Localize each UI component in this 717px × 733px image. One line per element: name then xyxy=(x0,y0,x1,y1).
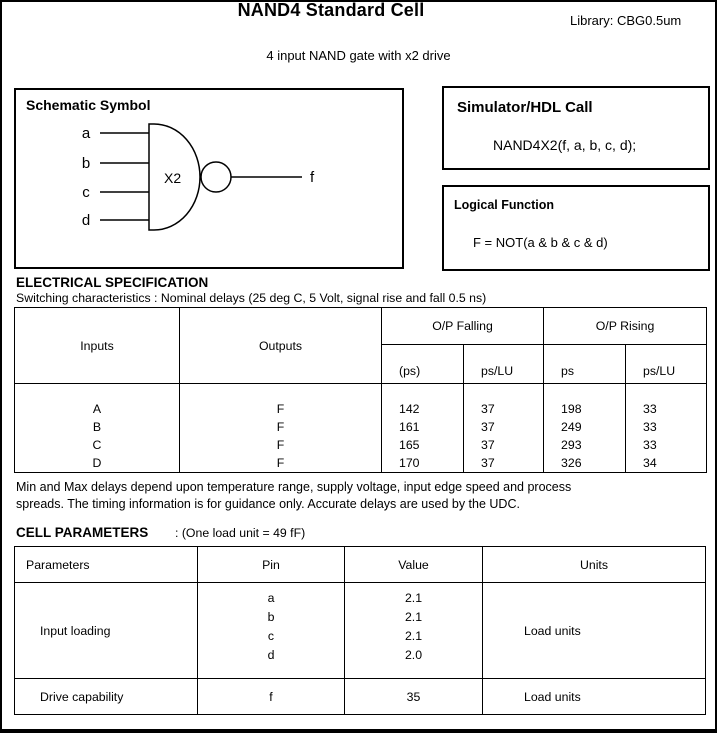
fall-ps-c: 165 xyxy=(399,438,420,452)
col-header-outputs: Outputs xyxy=(180,308,382,384)
col-header-op-rising: O/P Rising xyxy=(544,308,707,345)
fall-pslu-d: 37 xyxy=(481,456,495,470)
input-c: C xyxy=(92,438,102,452)
hdl-call-text: NAND4X2(f, a, b, c, d); xyxy=(493,137,637,153)
rise-ps-a: 198 xyxy=(561,402,582,416)
drive-capability-row xyxy=(15,679,706,715)
output-label-f: f xyxy=(310,169,315,186)
input-loading-values xyxy=(345,583,483,679)
pin-d: d xyxy=(267,648,275,662)
fall-pslu-a: 37 xyxy=(481,402,495,416)
fall-ps-d: 170 xyxy=(399,456,420,470)
library-label: Library: CBG0.5um xyxy=(570,13,682,28)
output-row-d: F xyxy=(276,456,285,470)
col-header-units: Units xyxy=(483,547,706,583)
input-label-d: d xyxy=(81,212,91,229)
switching-characteristics-table xyxy=(14,307,707,473)
rise-ps-b: 249 xyxy=(561,420,582,434)
col-header-pin: Pin xyxy=(198,547,345,583)
pin-c: c xyxy=(267,629,275,643)
gate-drive-label: X2 xyxy=(164,170,182,186)
fall-ps-b: 161 xyxy=(399,420,420,434)
delay-note-line-1: Min and Max delays depend upon temperature range, supply voltage, input edge speed and process xyxy=(16,480,572,494)
hdl-call-title: Simulator/HDL Call xyxy=(457,99,593,116)
value-d: 2.0 xyxy=(404,648,423,662)
cell-parameters-heading: CELL PARAMETERS xyxy=(16,525,149,540)
cp-header-row xyxy=(15,547,706,583)
rise-ps-d: 326 xyxy=(561,456,582,470)
cell-rising-pslu xyxy=(626,384,707,473)
logical-function-box xyxy=(442,185,710,271)
rise-pslu-d: 34 xyxy=(643,456,657,470)
input-a: A xyxy=(92,402,102,416)
output-row-c: F xyxy=(276,438,285,452)
inversion-bubble-icon xyxy=(201,162,231,192)
cell-falling-pslu xyxy=(464,384,544,473)
col-header-parameters: Parameters xyxy=(15,547,198,583)
output-row-a: F xyxy=(276,402,285,416)
page-subtitle: 4 input NAND gate with x2 drive xyxy=(266,48,451,63)
rise-pslu-c: 33 xyxy=(643,438,657,452)
col-header-inputs: Inputs xyxy=(15,308,180,384)
drive-capability-pin: f xyxy=(198,679,345,715)
drive-capability-label: Drive capability xyxy=(15,679,198,715)
value-c: 2.1 xyxy=(404,629,423,643)
input-label-b: b xyxy=(81,155,91,172)
pin-b: b xyxy=(267,610,275,624)
rise-ps-c: 293 xyxy=(561,438,582,452)
input-label-a: a xyxy=(81,125,91,142)
input-loading-row xyxy=(15,583,706,679)
input-loading-label: Input loading xyxy=(15,583,198,679)
cell-rising-ps xyxy=(544,384,626,473)
subheader-falling-ps: (ps) xyxy=(382,345,464,384)
logical-function-title: Logical Function xyxy=(454,198,554,212)
cell-outputs xyxy=(180,384,382,473)
schematic-title: Schematic Symbol xyxy=(26,97,151,113)
hdl-call-box xyxy=(442,86,710,170)
value-b: 2.1 xyxy=(404,610,423,624)
subheader-rising-ps: ps xyxy=(544,345,626,384)
page-title: NAND4 Standard Cell xyxy=(237,0,425,20)
rise-pslu-a: 33 xyxy=(643,402,657,416)
schematic-box xyxy=(14,88,404,269)
subheader-rising-pslu: ps/LU xyxy=(626,345,707,384)
drive-capability-units: Load units xyxy=(483,679,706,715)
drive-capability-value: 35 xyxy=(345,679,483,715)
delay-note-line-2: spreads. The timing information is for guidance only. Accurate delays are used by the UDC. xyxy=(16,497,520,511)
logical-function-text: F = NOT(a & b & c & d) xyxy=(473,235,608,250)
input-loading-pins xyxy=(198,583,345,679)
output-row-b: F xyxy=(276,420,285,434)
cell-parameters-note: : (One load unit = 49 fF) xyxy=(175,526,306,540)
rise-pslu-b: 33 xyxy=(643,420,657,434)
cell-parameters-table xyxy=(14,546,706,715)
input-d: D xyxy=(92,456,102,470)
col-header-value: Value xyxy=(345,547,483,583)
electrical-spec-heading: ELECTRICAL SPECIFICATION xyxy=(16,275,209,290)
input-b: B xyxy=(92,420,102,434)
elec-header-row-1 xyxy=(15,308,707,345)
input-loading-units: Load units xyxy=(483,583,706,679)
cell-inputs xyxy=(15,384,180,473)
fall-pslu-c: 37 xyxy=(481,438,495,452)
input-label-c: c xyxy=(82,184,90,201)
cell-falling-ps xyxy=(382,384,464,473)
pin-a: a xyxy=(267,591,275,605)
electrical-spec-subheading: Switching characteristics : Nominal delays (25 deg C, 5 Volt, signal rise and fall 0.5 ns) xyxy=(16,291,487,305)
subheader-falling-pslu: ps/LU xyxy=(464,345,544,384)
col-header-op-falling: O/P Falling xyxy=(382,308,544,345)
elec-data-row xyxy=(15,384,707,473)
nand4-gate-diagram xyxy=(16,90,398,263)
fall-pslu-b: 37 xyxy=(481,420,495,434)
fall-ps-a: 142 xyxy=(399,402,420,416)
value-a: 2.1 xyxy=(404,591,423,605)
